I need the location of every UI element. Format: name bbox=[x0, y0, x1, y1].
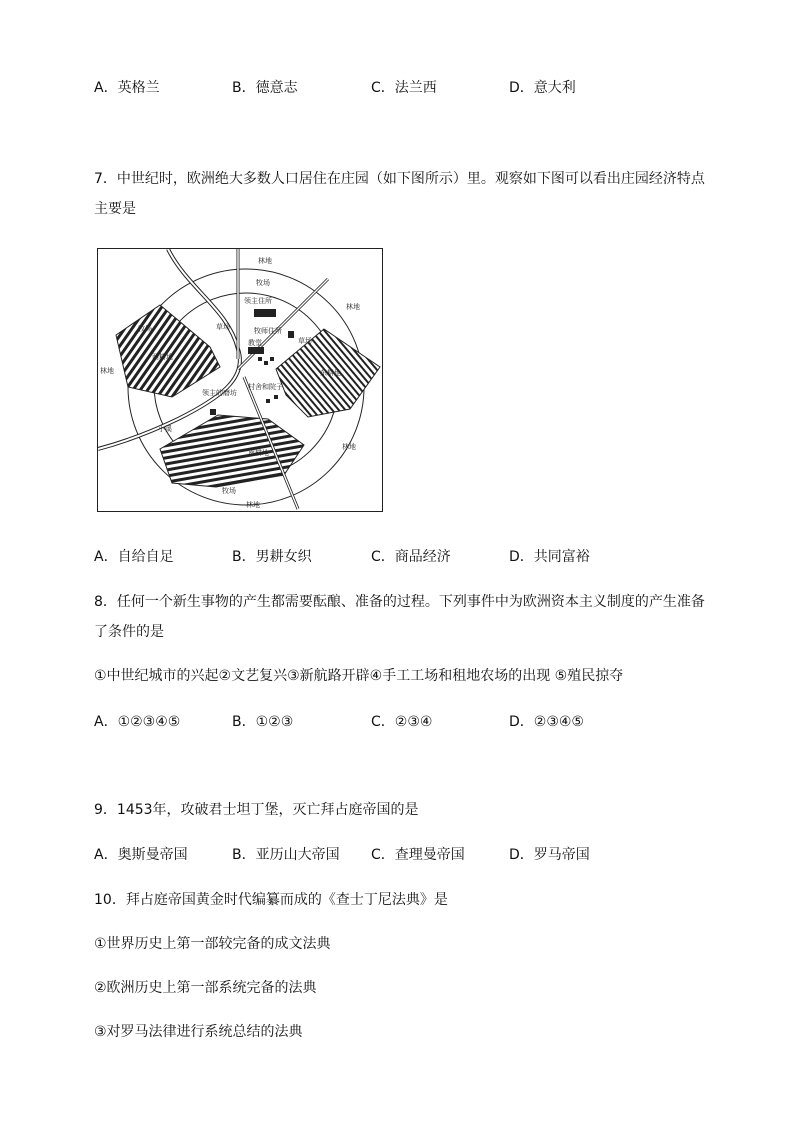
q6-option-a[interactable]: A．英格兰 bbox=[94, 80, 160, 96]
q6-option-b[interactable]: B．德意志 bbox=[232, 80, 298, 96]
q9-option-c[interactable]: C．查理曼帝国 bbox=[371, 847, 465, 863]
q7-stem-line2: 主要是 bbox=[94, 201, 136, 217]
map-label-pasture-bottom: 牧场 bbox=[222, 487, 236, 495]
q9-option-a[interactable]: A．奥斯曼帝国 bbox=[94, 847, 188, 863]
q7-option-b[interactable]: B．男耕女织 bbox=[232, 549, 312, 565]
q8-items: ①中世纪城市的兴起②文艺复兴③新航路开辟④手工工场和租地农场的出现 ⑤殖民掠夺 bbox=[94, 668, 624, 684]
q6-option-c[interactable]: C．法兰西 bbox=[371, 80, 437, 96]
south-field-plot bbox=[160, 415, 304, 487]
map-label-village: 村舍和院子 bbox=[248, 383, 283, 391]
q7-option-a[interactable]: A．自给自足 bbox=[94, 549, 174, 565]
q8-option-d[interactable]: D．②③④⑤ bbox=[509, 714, 584, 730]
map-label-lord-mill: 领主的磨坊 bbox=[202, 389, 237, 397]
q7-option-d[interactable]: D．共同富裕 bbox=[509, 549, 590, 565]
map-label-church: 教堂 bbox=[248, 339, 262, 347]
q8-stem-line1: 8．任何一个新生事物的产生都需要酝酿、准备的过程。下列事件中为欧洲资本主义制度的产生准备 bbox=[94, 594, 705, 610]
q9-option-b[interactable]: B．亚历山大帝国 bbox=[232, 847, 340, 863]
q8-option-c[interactable]: C．②③④ bbox=[371, 714, 433, 730]
map-label-stream: 小溪 bbox=[158, 425, 172, 433]
map-label-forest-top: 林地 bbox=[258, 257, 272, 265]
map-label-west-field: 西耕地 bbox=[152, 353, 173, 361]
map-label-pasture-left: 牧场 bbox=[138, 325, 152, 333]
map-label-meadow-right: 草场 bbox=[298, 337, 312, 345]
q8-option-a[interactable]: A．①②③④⑤ bbox=[94, 714, 181, 730]
q10-item-1: ①世界历史上第一部较完备的成文法典 bbox=[94, 936, 331, 952]
manor-map bbox=[97, 248, 383, 512]
q9-stem: 9．1453年，攻破君士坦丁堡，灭亡拜占庭帝国的是 bbox=[94, 802, 419, 818]
q8-stem-line2: 了条件的是 bbox=[94, 624, 164, 640]
q10-stem: 10．拜占庭帝国黄金时代编纂而成的《查士丁尼法典》是 bbox=[94, 892, 448, 908]
q7-option-c[interactable]: C．商品经济 bbox=[371, 549, 451, 565]
q10-item-2: ②欧洲历史上第一部系统完备的法典 bbox=[94, 980, 317, 996]
map-label-forest-left: 林地 bbox=[100, 367, 114, 375]
map-label-pasture-top: 牧场 bbox=[256, 279, 270, 287]
q6-option-d[interactable]: D．意大利 bbox=[509, 80, 576, 96]
map-label-forest-bottom: 林地 bbox=[246, 501, 260, 509]
q10-item-3: ③对罗马法律进行系统总结的法典 bbox=[94, 1024, 303, 1040]
map-label-meadow-left: 草场 bbox=[216, 323, 230, 331]
west-field-plot bbox=[116, 305, 220, 397]
q8-option-b[interactable]: B．①②③ bbox=[232, 714, 294, 730]
map-label-lord-house: 领主住所 bbox=[244, 297, 272, 305]
q7-stem-line1: 7．中世纪时，欧洲绝大多数人口居住在庄园（如下图所示）里。观察如下图可以看出庄园经济特点 bbox=[94, 171, 705, 187]
map-label-forest-right: 林地 bbox=[346, 303, 360, 311]
map-label-forest-right-low: 林地 bbox=[342, 443, 356, 451]
q9-option-d[interactable]: D．罗马帝国 bbox=[509, 847, 590, 863]
map-label-east-field: 东耕地 bbox=[320, 369, 341, 377]
map-label-south-field: 南耕地 bbox=[248, 449, 269, 457]
map-label-priest-house: 牧师住所 bbox=[254, 327, 282, 335]
